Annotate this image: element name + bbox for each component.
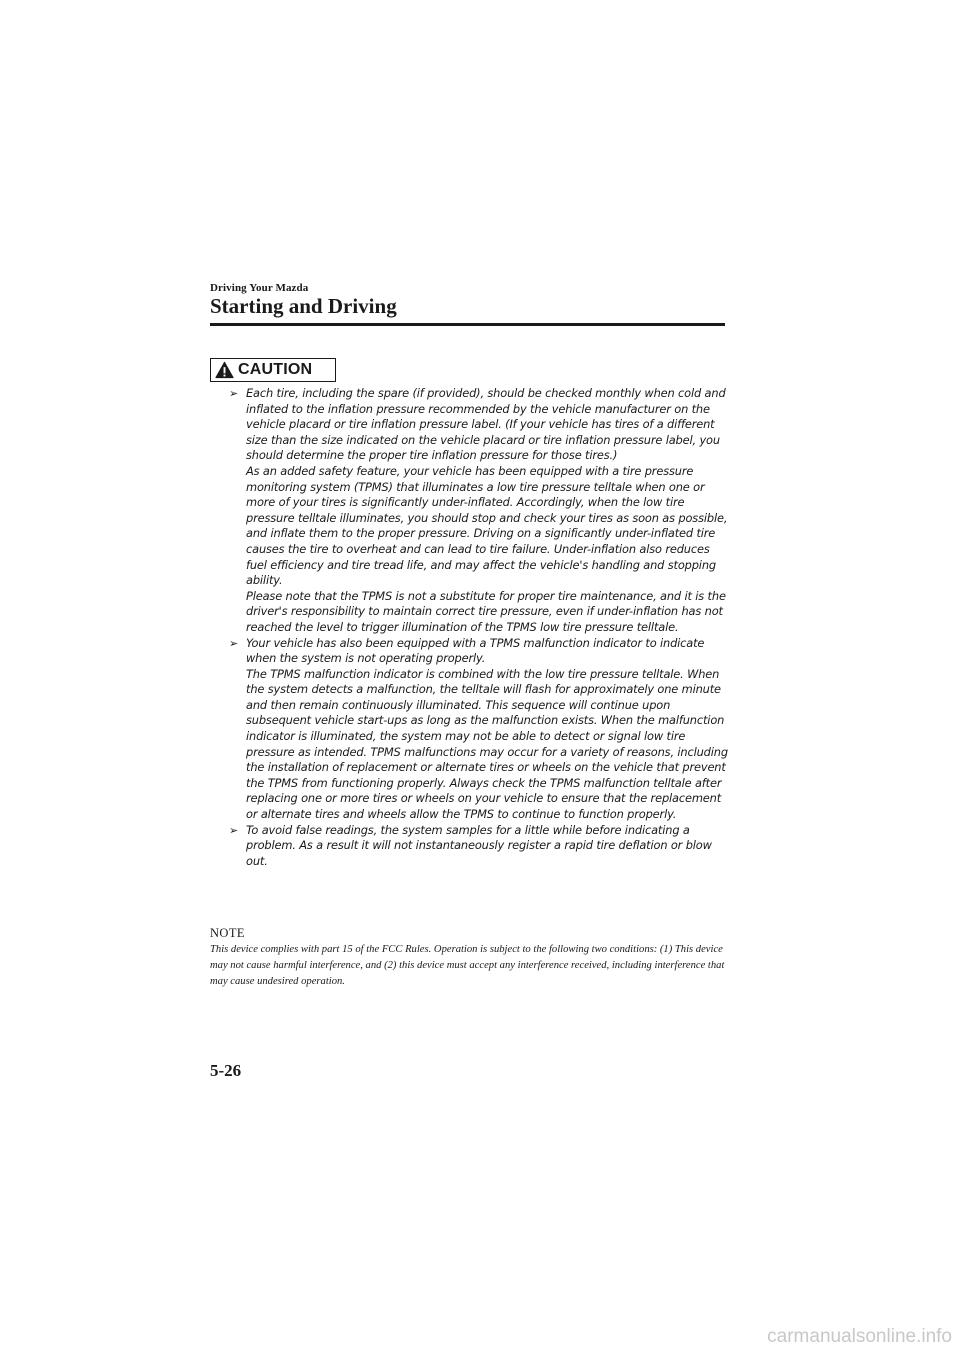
footer-watermark: carmanualsonline.info [767, 1326, 952, 1347]
caution-bullet-item [229, 636, 729, 823]
arrowhead-bullet-icon: ➢ [229, 823, 239, 837]
bullet-paragraph: The TPMS malfunction indicator is combined with the low tire pressure telltale. When the system detects a malfunction, the telltale will flash for approximately one minute and then remain continuously illuminated. This sequence will continue upon subsequent vehicle start-ups as long as the malfunction exists. When the malfunction indicator is illuminated, the system may not be able to detect or signal low tire pressure as intended. TPMS malfunctions may occur for a variety of reasons, including the installation of replacement or alternate tires or wheels on the vehicle that prevent the TPMS from functioning properly. Always check the TPMS malfunction telltale after replacing one or more tires or wheels on your vehicle to ensure that the replacement or alternate tires and wheels allow the TPMS to continue to function properly. [246, 666, 728, 822]
bullet-paragraph: Please note that the TPMS is not a substitute for proper tire maintenance, and it is the driver's responsibility to maintain correct tire pressure, even if under-inflation has not reached the level to trigger illumination of the TPMS low tire pressure telltale. [246, 588, 726, 634]
section-kicker: Driving Your Mazda [210, 282, 309, 294]
bullet-paragraph: Each tire, including the spare (if provided), should be checked monthly when cold and inflated to the inflation pressure recommended by the vehicle manufacturer on the vehicle placard or tire inflation pressure label. (If your vehicle has tires of a different size than the size indicated on the vehicle placard or tire inflation pressure label, you should determine the proper tire inflation pressure for those tires.) [246, 386, 726, 463]
page-title: Starting and Driving [210, 294, 397, 318]
title-rule [210, 323, 725, 326]
caution-box [210, 358, 336, 382]
bullet-paragraph: To avoid false readings, the system samples for a little while before indicating a problem. As a result it will not instantaneously register a rapid tire deflation or blow out. [246, 822, 712, 868]
caution-bullet-item [229, 823, 729, 870]
arrowhead-bullet-icon: ➢ [229, 387, 239, 400]
page-number: 5-26 [210, 1061, 242, 1080]
caution-label: CAUTION [238, 361, 313, 378]
note-text: This device complies with part 15 of the FCC Rules. Operation is subject to the following two conditions: (1) This device may not cause harmful interference, and (2) this device must accept any interference received, including interference that may cause undesired operation. [210, 944, 725, 987]
warning-triangle-icon [215, 361, 234, 379]
bullet-paragraph: Your vehicle has also been equipped with a TPMS malfunction indicator to indicate when the system is not operating properly. [246, 635, 705, 666]
arrowhead-bullet-icon: ➢ [229, 636, 239, 650]
bullet-paragraph: As an added safety feature, your vehicle has been equipped with a tire pressure monitoring system (TPMS) that illuminates a low tire pressure telltale when one or more of your tires is significantly under-inflated. Accordingly, when the low tire pressure telltale illuminates, you should stop and check your tires as soon as possible, and inflate them to the proper pressure. Driving on a significantly under-inflated tire causes the tire to overheat and can lead to tire failure. Under-inflation also reduces fuel efficiency and tire tread life, and may affect the vehicle's handling and stopping ability. [246, 463, 728, 588]
caution-bullet-list [229, 386, 729, 869]
caution-bullet-item [229, 386, 729, 636]
note-heading: NOTE [210, 926, 245, 940]
